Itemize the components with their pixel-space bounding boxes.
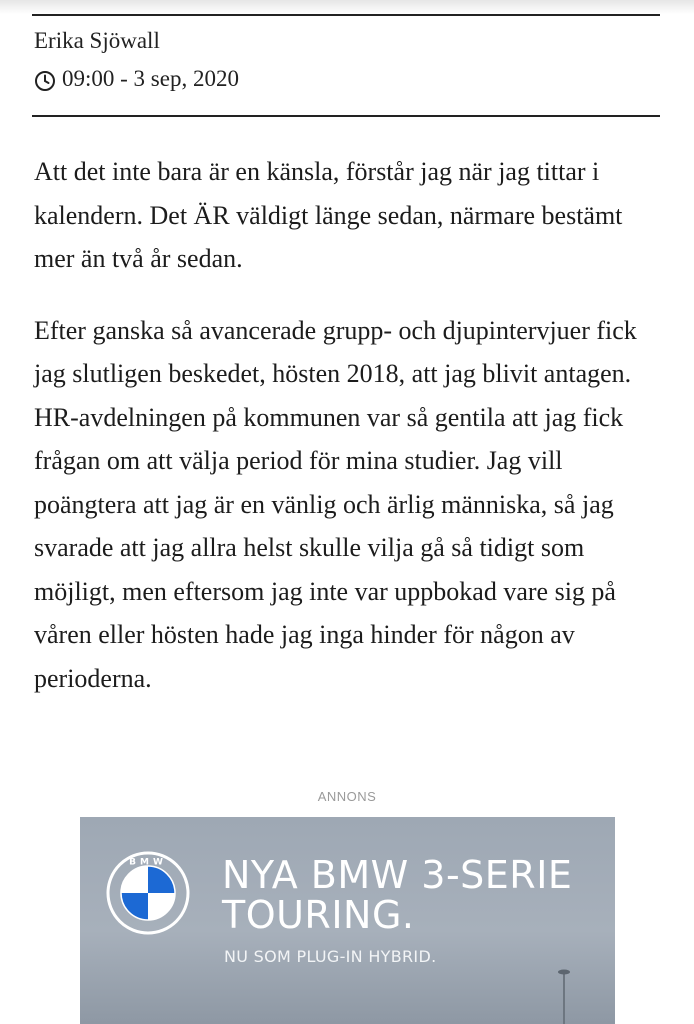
article-body — [34, 150, 664, 728]
clock-icon — [34, 68, 56, 90]
author-name[interactable]: Erika Sjöwall — [34, 28, 160, 53]
ad-subline: NU SOM PLUG-IN HYBRID. — [224, 947, 437, 966]
article-paragraph-2: Efter ganska så avancerade grupp- och djupintervjuer fick jag slutligen beskedet, hösten 2018, att jag blivit antagen. HR-avdelningen på kommunen var så gentila att jag fick frågan om att välja period för mina studier. Jag vill poängtera att jag är en vänlig och ärlig människa, så jag svarade att jag allra helst skulle vilja gå så tidigt som möjligt, men eftersom jag inte var uppbokad vare sig på våren eller hösten hade jag inga hinder för någon av perioderna. — [34, 315, 637, 693]
ad-headline-line-2: TOURING. — [222, 893, 415, 937]
byline-divider — [32, 115, 660, 117]
street-lamp-icon — [554, 967, 574, 1024]
ad-headline-line-1: NYA BMW 3-SERIE — [222, 853, 573, 897]
ad-banner[interactable] — [80, 817, 615, 1024]
bmw-logo-text: BMW — [129, 857, 167, 868]
top-shadow — [0, 0, 694, 14]
publish-datetime — [34, 62, 239, 96]
ad-label: ANNONS — [317, 789, 377, 804]
bmw-logo-icon — [106, 851, 190, 935]
ad-headline — [222, 855, 572, 935]
article-paragraph-1: Att det inte bara är en känsla, förstår jag när jag tittar i kalendern. Det ÄR väldigt länge sedan, närmare bestämt mer än två år sedan. — [34, 157, 623, 273]
publish-datetime-text: 09:00 - 3 sep, 2020 — [62, 66, 239, 91]
top-divider — [32, 14, 660, 16]
byline — [34, 24, 239, 96]
